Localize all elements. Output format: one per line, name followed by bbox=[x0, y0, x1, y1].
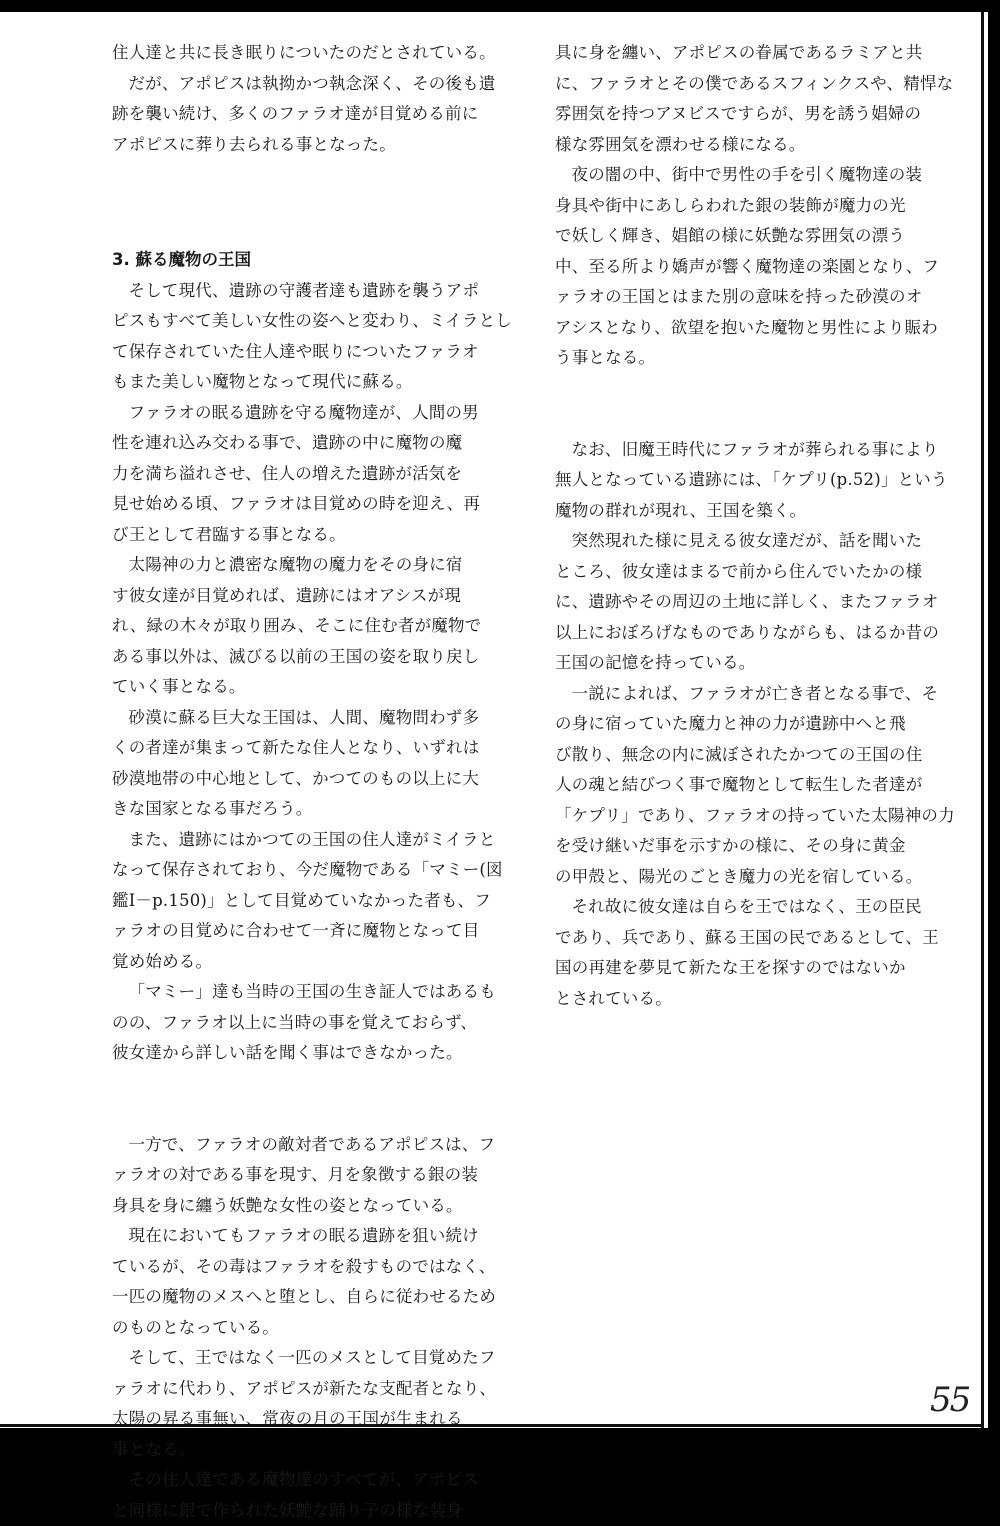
paragraph: 具に身を纏い、アポピスの眷属であるラミアと共 に、ファラオとその僕であるスフィンクスや、精悍な 雰囲気を持つアヌビスですらが、男を誘う娼婦の 様な雰囲気を漂わせる様になる。 bbox=[555, 43, 954, 154]
paragraph: 夜の闇の中、街中で男性の手を引く魔物達の装 身具や街中にあしらわれた銀の装飾が魔力の光 で妖しく輝き、娼館の様に妖艶な雰囲気の漂う 中、至る所より嬌声が響く魔物達の楽園となり、フ ァラオの王国とはまた別の意味を持った砂漠のオ アシスとなり、欲望を抱いた魔物と男性により賑わ う事となる。 bbox=[555, 165, 940, 367]
paragraph: 突然現れた様に見える彼女達だが、話を聞いた ところ、彼女達はまるで前から住んでいたかの様 に、遺跡やその周辺の土地に詳しく、またファラオ 以上におぼろげなものでありながらも、はるか昔の 王国の記憶を持っている。 bbox=[555, 531, 940, 672]
paragraph: その住人達である魔物達のすべてが、アポピス と同様に銀で作られた妖艶な踊り子の様な装身 bbox=[112, 1470, 479, 1520]
paragraph: それ故に彼女達は自らを王ではなく、王の臣民 であり、兵であり、蘇る王国の民であるとして、王 国の再建を夢見て新たな王を探すのではないか とされている。 bbox=[555, 897, 939, 1008]
paragraph: ファラオの眠る遺跡を守る魔物達が、人間の男 性を連れ込み交わる事で、遺跡の中に魔物の魔 力を満ち溢れさせ、住人の増えた遺跡が活気を 見せ始める頃、ファラオは目覚めの時を迎え、再 び王として君臨する事となる。 bbox=[112, 402, 481, 544]
spacer bbox=[112, 221, 538, 245]
paragraph: 一方で、ファラオの敵対者であるアポピスは、フ ァラオの対である事を現す、月を象徴する銀の装 身具を身に纏う妖艶な女性の姿となっている。 bbox=[112, 1134, 496, 1215]
spacer bbox=[112, 1069, 538, 1130]
right-column bbox=[555, 38, 970, 1014]
spacer bbox=[112, 160, 538, 221]
paragraph: そして、王ではなく一匹のメスとして目覚めたフ ァラオに代わり、アポピスが新たな支配者となり、 太陽の昇る事無い、常夜の月の王国が生まれる 事となる。 bbox=[112, 1348, 497, 1459]
document-page bbox=[0, 12, 988, 1520]
paragraph: なお、旧魔王時代にファラオが葬られる事により 無人となっている遺跡には、「ケプリ(p.52)」という 魔物の群れが現れ、王国を築く。 bbox=[555, 439, 948, 520]
paragraph: 一説によれば、ファラオが亡き者となる事で、そ の身に宿っていた魔力と神の力が遺跡中へと飛 び散り、無念の内に滅ぼされたかつての王国の住 人の魂と結びつく事で魔物として転生した者達が 「ケプリ」であり、ファラオの持っていた太陽神の力 を受け継いだ事を示すかの様に、その身に黄金 の甲殻と、陽光のごとき魔力の光を宿している。 bbox=[555, 683, 955, 886]
page-number: 55 bbox=[930, 1380, 970, 1420]
paragraph: 太陽神の力と濃密な魔物の魔力をその身に宿 す彼女達が目覚めれば、遺跡にはオアシスが現 れ、緑の木々が取り囲み、そこに住む者が魔物で ある事以外は、滅びる以前の王国の姿を取り戻し ていく事となる。 bbox=[112, 555, 482, 696]
spacer bbox=[555, 374, 970, 435]
paragraph: 「マミー」達も当時の王国の生き証人ではあるも のの、ファラオ以上に当時の事を覚えておらず、 彼女達から詳しい話を聞く事はできなかった。 bbox=[112, 982, 496, 1062]
paragraph: だが、アポピスは執拗かつ執念深く、その後も遺 跡を襲い続け、多くのファラオ達が目覚める前に アポピスに葬り去られる事となった。 bbox=[112, 73, 496, 154]
paragraph: 砂漠に蘇る巨大な王国は、人間、魔物問わず多 くの者達が集まって新たな住人となり、いずれは 砂漠地帯の中心地として、かつてのもの以上に大 きな国家となる事だろう。 bbox=[112, 707, 480, 818]
paragraph: また、遺跡にはかつての王国の住人達がミイラと なって保存されており、今だ魔物である「マミー(図 鑑Ⅰ－p.150)」として目覚めていなかった者も、フ ァラオの目覚めに合わせて一斉に魔物となって目 覚め始める。 bbox=[112, 829, 503, 971]
paragraph: 現在においてもファラオの眠る遺跡を狙い続け ているが、その毒はファラオを殺すものではなく、 一匹の魔物のメスへと堕とし、自らに従わせるため のものとなっている。 bbox=[112, 1226, 497, 1337]
paragraph: 住人達と共に長き眠りについたのだとされている。 bbox=[112, 43, 496, 62]
page-frame-right bbox=[981, 12, 984, 1428]
paragraph: そして現代、遺跡の守護者達も遺跡を襲うアポ ピスもすべて美しい女性の姿へと変わり、ミイラとし て保存されていた住人達や眠りについたファラオ もまた美しい魔物となって現代に蘇る。 bbox=[112, 280, 512, 391]
left-column bbox=[112, 38, 538, 1526]
section-heading: 3. 蘇る魔物の王国 bbox=[112, 250, 251, 269]
